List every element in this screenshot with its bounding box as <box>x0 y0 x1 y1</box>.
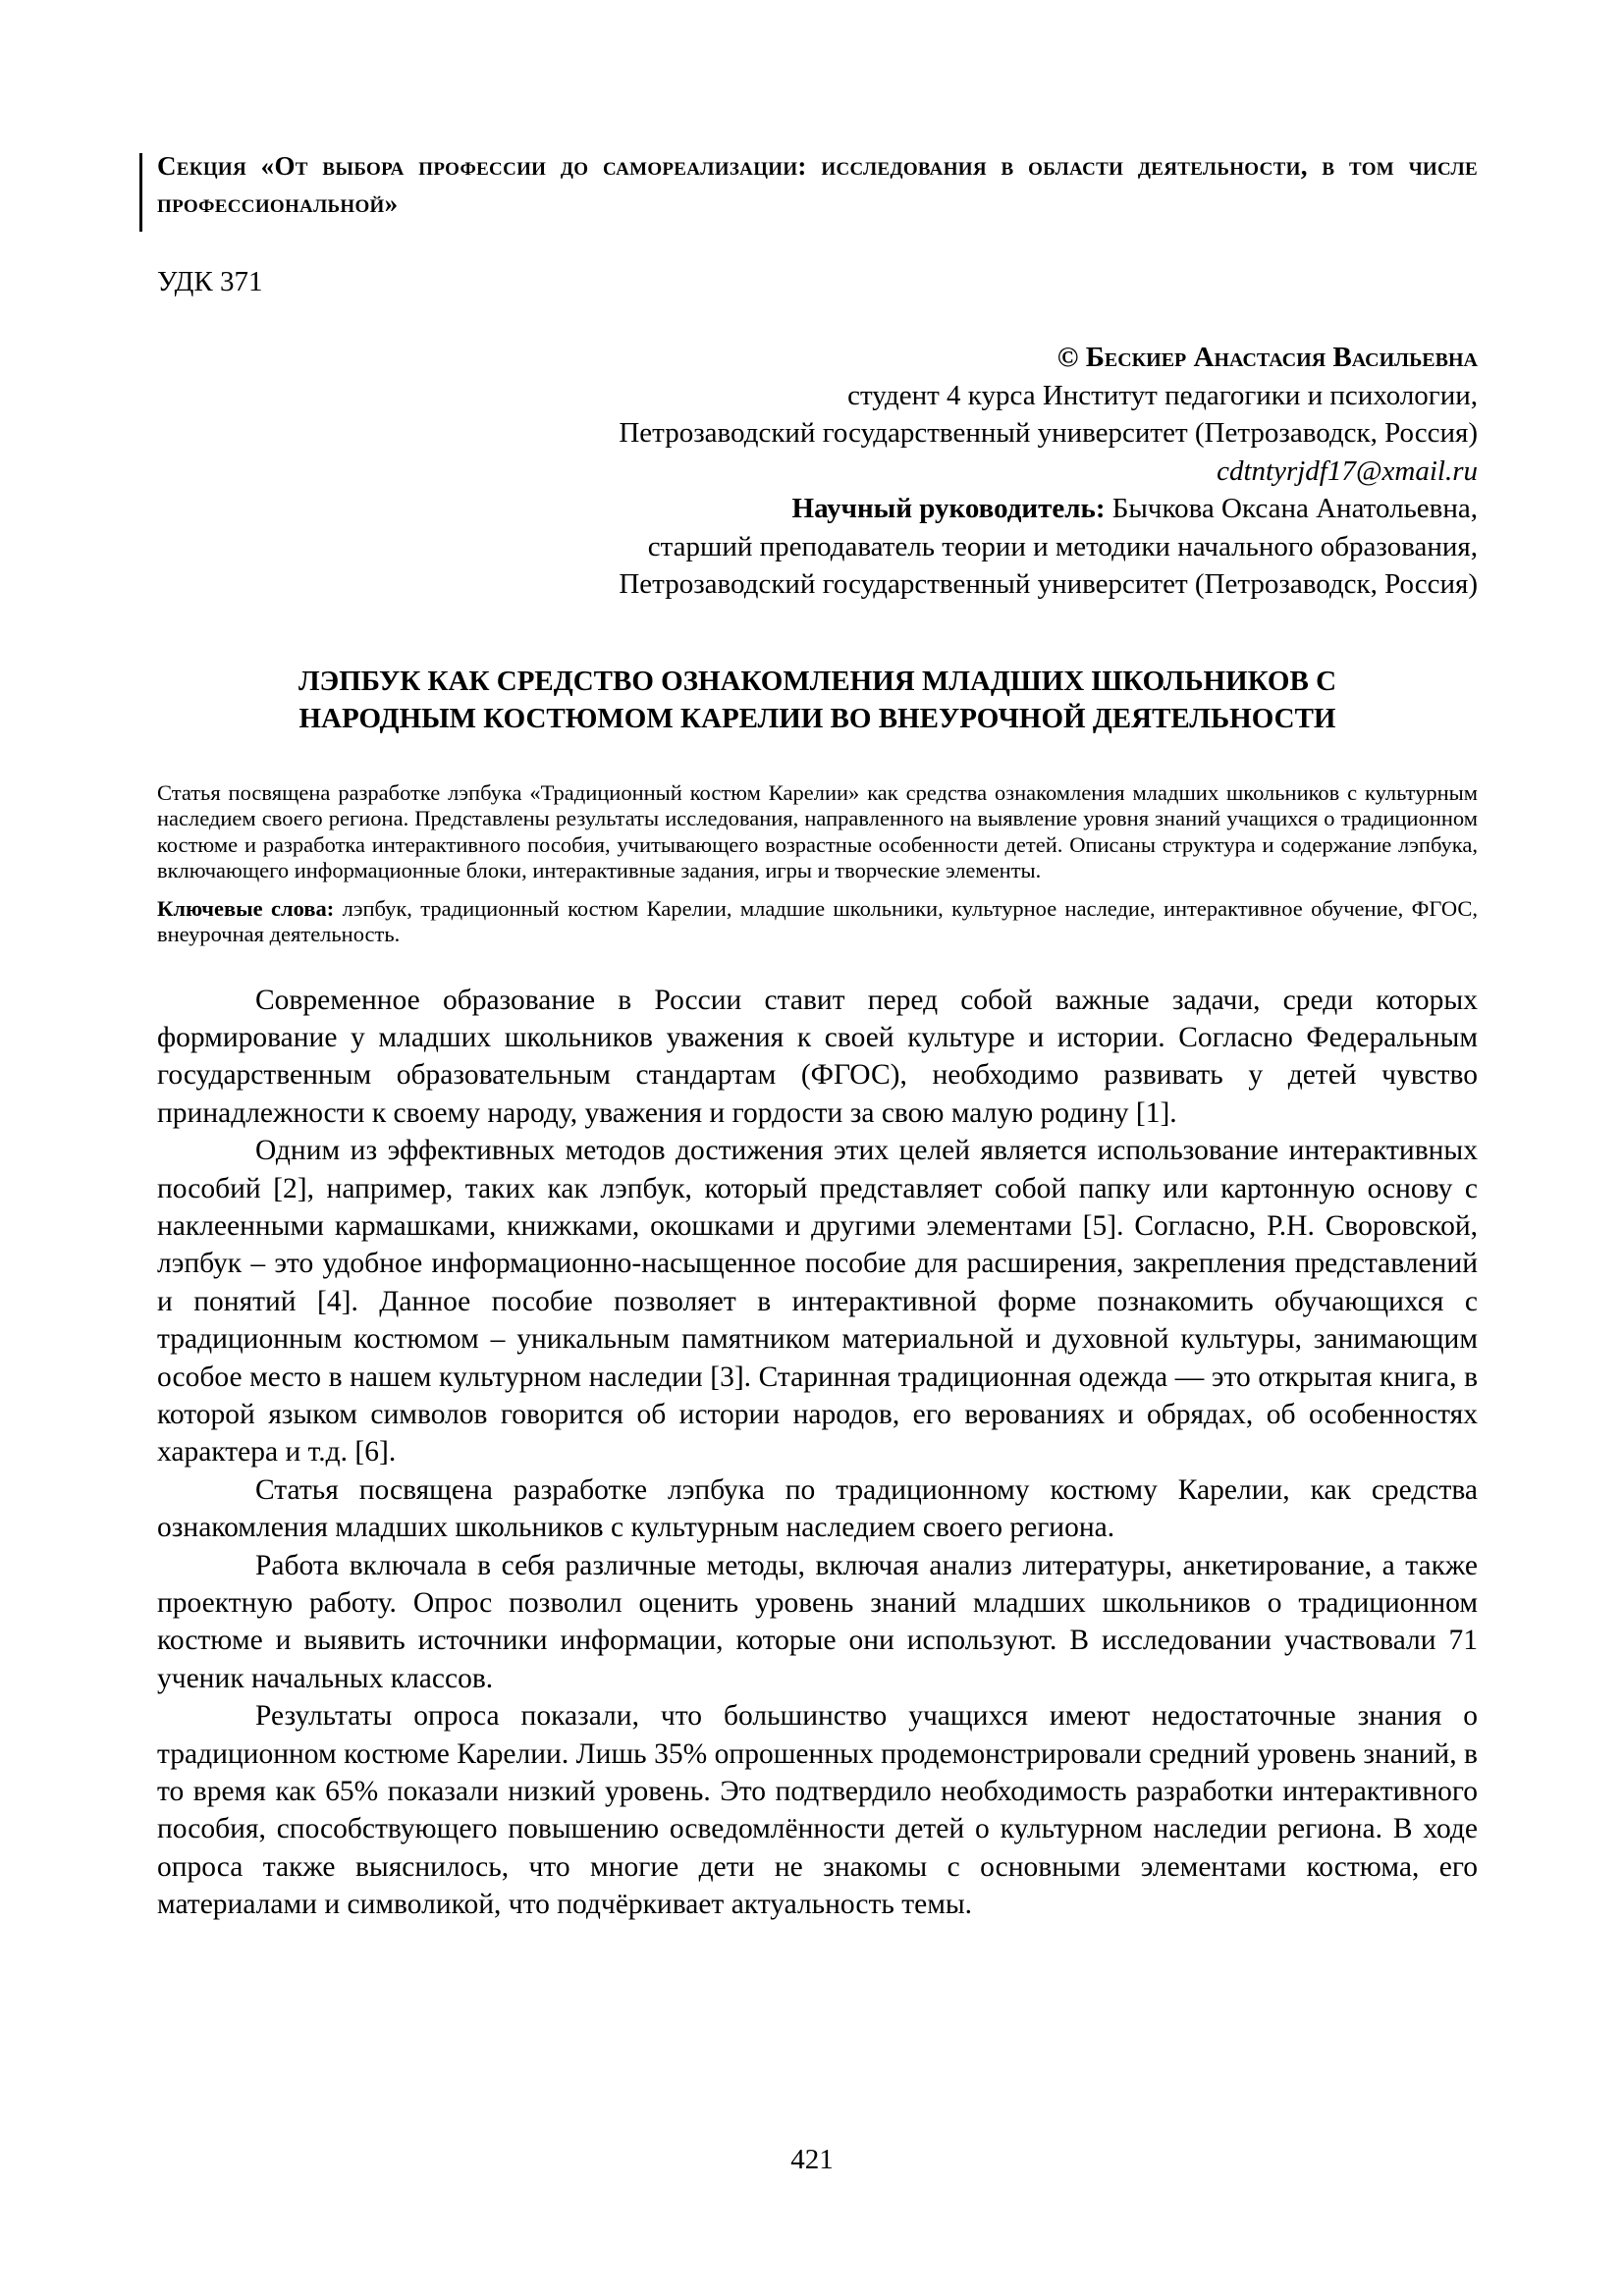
supervisor-name: Бычкова Оксана Анатольевна, <box>1105 493 1478 524</box>
body-paragraph: Современное образование в России ставит перед собой важные задачи, среди которых формирование у младших школьников уважения к своей культуре и истории. Согласно Федеральным государственным образовательным стандартам (ФГОС), необходимо развивать у детей чувство принадлежности к своему народу, уважения и гордости за свою малую родину [1]. <box>157 984 1478 1129</box>
section-header <box>157 147 1478 222</box>
body-paragraph: Результаты опроса показали, что большинство учащихся имеют недостаточные знания о традиционном костюме Карелии. Лишь 35% опрошенных продемонстрировали средний уровень знаний, в то время как 65% показали низкий уровень. Это подтвердило необходимость разработки интерактивного пособия, способствующего повышению осведомлённости детей о культурном наследии региона. В ходе опроса также выяснилось, что многие дети не знакомы с основными элементами костюма, его материалами и символикой, что подчёркивает актуальность темы. <box>157 1700 1478 1921</box>
abstract: Статья посвящена разработке лэпбука «Традиционный костюм Карелии» как средства ознакомления младших школьников с культурным наследием своего региона. Представлены результаты исследования, направленного на выявление уровня знаний учащихся о традиционном костюме и разработка интерактивного пособия, учитывающего возрастные особенности детей. Описаны структура и содержание лэпбука, включающего информационные блоки, интерактивные задания, игры и творческие элементы. <box>157 779 1478 882</box>
supervisor-label: Научный руководитель: <box>791 493 1106 524</box>
body-paragraph: Одним из эффективных методов достижения этих целей является использование интерактивных пособий [2], например, таких как лэпбук, который представляет собой папку или картонную основу с наклеенными кармашками, книжками, окошками и другими элементами [5]. Согласно, Р.Н. Своровской, лэпбук – это удобное информационно-насыщенное пособие для расширения, закрепления представлений и понятий [4]. Данное пособие позволяет в интерактивной форме познакомить обучающихся с традиционным костюмом – уникальным памятником материальной и духовной культуры, занимающим особое место в нашем культурном наследии [3]. Старинная традиционная одежда — это открытая книга, в которой языком символов говорится об истории народов, его верованиях и обрядах, об особенностях характера и т.д. [6]. <box>157 1135 1478 1468</box>
author-affiliation: Петрозаводский государственный университет (Петрозаводск, Россия) <box>619 417 1478 449</box>
author-name: © Бескиер Анастасия Васильевна <box>1056 342 1478 373</box>
article-title-line-1: ЛЭПБУК КАК СРЕДСТВО ОЗНАКОМЛЕНИЯ МЛАДШИХ ШКОЛЬНИКОВ С <box>298 665 1337 697</box>
section-marker-bar <box>139 153 142 232</box>
article-title <box>157 663 1478 737</box>
author-email: cdtntyrjdf17@xmail.ru <box>1217 454 1478 487</box>
keywords-label: Ключевые слова: <box>157 895 335 921</box>
udk-code: УДК 371 <box>157 266 263 297</box>
page <box>157 147 1478 1924</box>
article-title-line-2: НАРОДНЫМ КОСТЮМОМ КАРЕЛИИ ВО ВНЕУРОЧНОЙ ДЕЯТЕЛЬНОСТИ <box>298 702 1336 734</box>
supervisor-position: старший преподаватель теории и методики начального образования, <box>647 530 1478 562</box>
article-body <box>157 982 1478 1924</box>
supervisor-line <box>157 490 1478 528</box>
body-paragraph: Статья посвящена разработке лэпбука по традиционному костюму Карелии, как средства ознакомления младших школьников с культурным наследием своего региона. <box>157 1473 1478 1544</box>
page-number: 421 <box>790 2144 834 2175</box>
supervisor-affiliation: Петрозаводский государственный университет (Петрозаводск, Россия) <box>619 568 1478 600</box>
author-position: студент 4 курса Институт педагогики и психологии, <box>847 379 1478 411</box>
section-title: Секция «От выбора профессии до самореализации: исследования в области деятельности, в том числе профессиональной» <box>157 151 1478 218</box>
keywords-text: лэпбук, традиционный костюм Карелии, младшие школьники, культурное наследие, интерактивное обучение, ФГОС, внеурочная деятельность. <box>157 895 1478 946</box>
keywords <box>157 896 1478 948</box>
body-paragraph: Работа включала в себя различные методы, включая анализ литературы, анкетирование, а также проектную работу. Опрос позволил оценить уровень знаний младших школьников о традиционном костюме и выявить источники информации, которые они используют. В исследовании участвовали 71 ученик начальных классов. <box>157 1549 1478 1694</box>
author-block <box>157 339 1478 604</box>
